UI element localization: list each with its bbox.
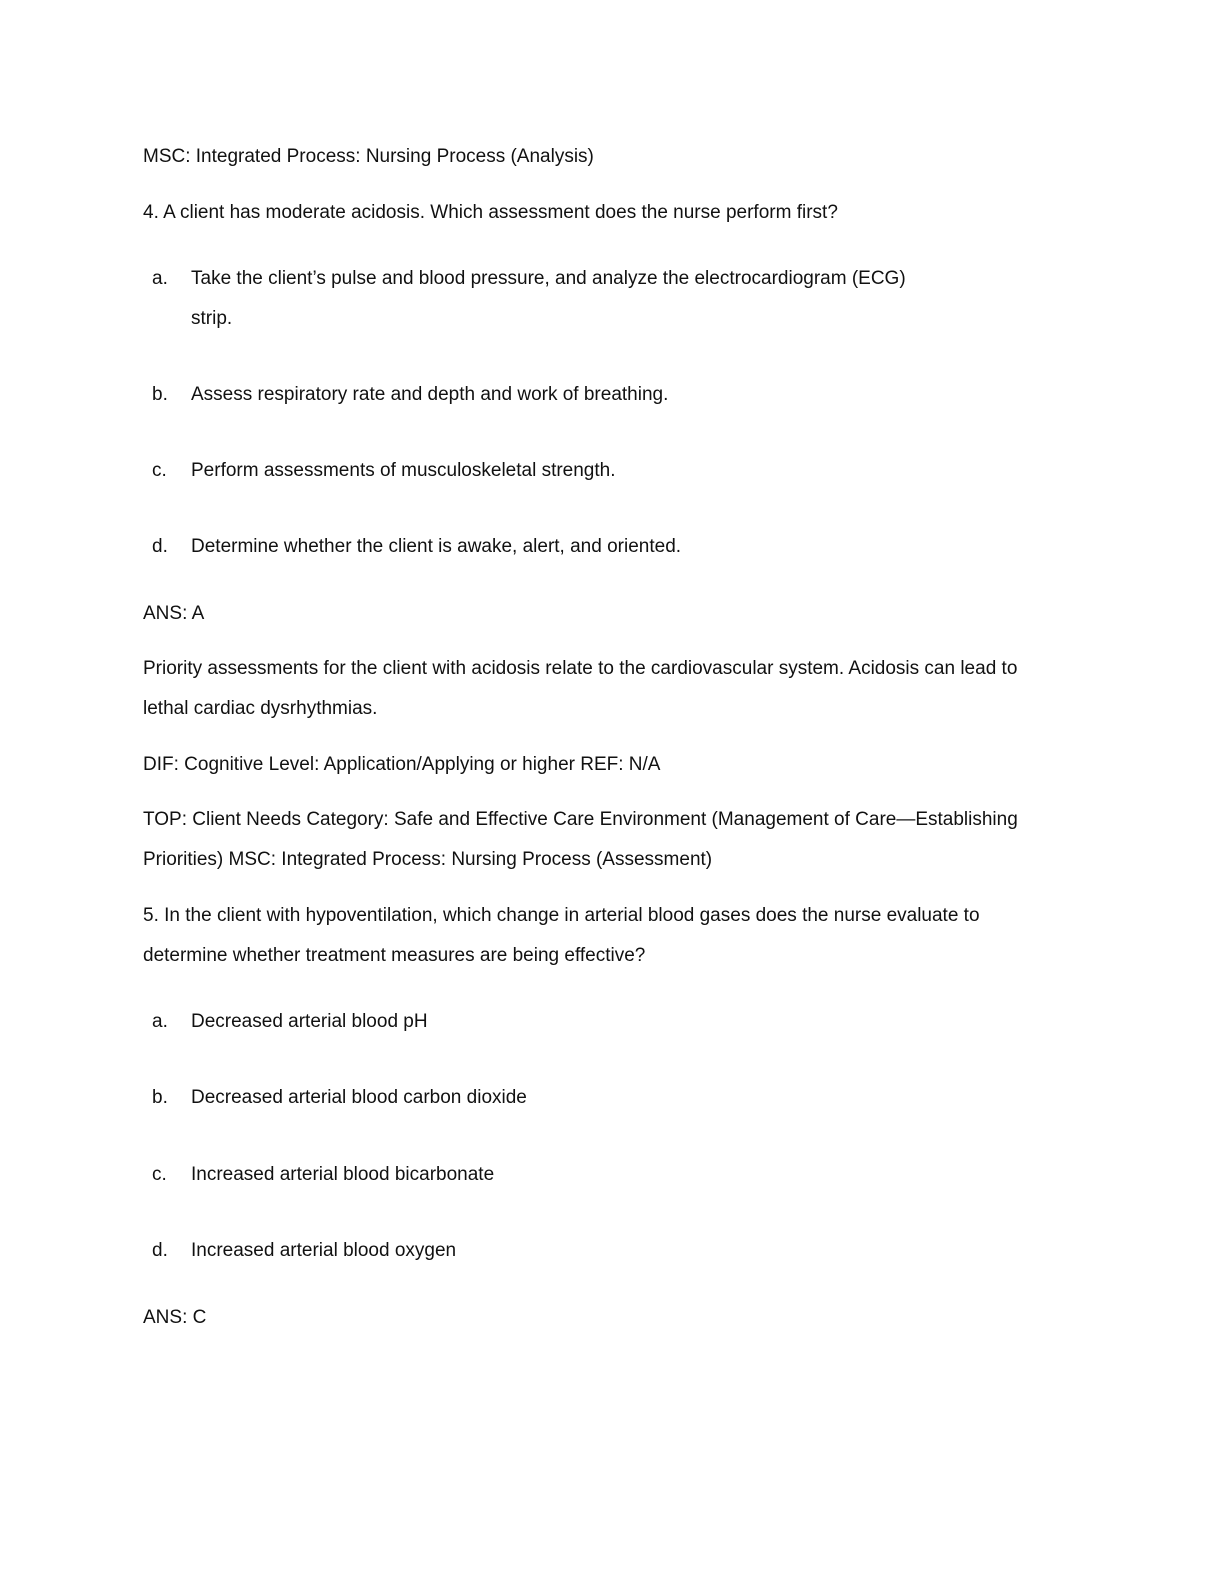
q4-option-b: [152, 375, 668, 415]
q4-top-line-2: Priorities) MSC: Integrated Process: Nursing Process (Assessment): [143, 849, 713, 870]
option-letter: d.: [152, 536, 168, 557]
option-letter: a.: [152, 268, 168, 289]
q5-option-a: [152, 1002, 428, 1042]
q4-option-c: [152, 451, 616, 491]
option-text: Decreased arterial blood pH: [191, 1011, 428, 1032]
option-letter: b.: [152, 384, 168, 405]
option-text: Take the client’s pulse and blood pressure, and analyze the electrocardiogram (ECG): [191, 268, 906, 289]
option-letter: a.: [152, 1011, 168, 1032]
q4-option-d: [152, 527, 681, 567]
option-text: Decreased arterial blood carbon dioxide: [191, 1087, 527, 1108]
option-letter: b.: [152, 1087, 168, 1108]
option-text: Determine whether the client is awake, alert, and oriented.: [191, 536, 682, 557]
question-5-line-1: 5. In the client with hypoventilation, which change in arterial blood gases does the nurse evaluate to: [143, 905, 980, 926]
q4-rationale-line-1: Priority assessments for the client with acidosis relate to the cardiovascular system. Acidosis can lead to: [143, 658, 1018, 679]
question-4: 4. A client has moderate acidosis. Which assessment does the nurse perform first?: [143, 202, 838, 223]
option-text: Increased arterial blood bicarbonate: [191, 1164, 495, 1185]
q4-rationale-line-2: lethal cardiac dysrhythmias.: [143, 698, 378, 719]
q4-top-line-1: TOP: Client Needs Category: Safe and Effective Care Environment (Management of Care—Establishing: [143, 809, 1018, 830]
option-letter: d.: [152, 1240, 168, 1261]
question-5-line-2: determine whether treatment measures are being effective?: [143, 945, 646, 966]
q4-answer: ANS: A: [143, 603, 205, 624]
q5-option-c: [152, 1155, 494, 1195]
q5-option-b: [152, 1078, 527, 1118]
option-text: Increased arterial blood oxygen: [191, 1240, 457, 1261]
option-text: Assess respiratory rate and depth and work of breathing.: [191, 384, 669, 405]
msc-line: MSC: Integrated Process: Nursing Process (Analysis): [143, 146, 594, 167]
q4-option-a: [152, 259, 906, 329]
option-text-continuation: strip.: [191, 308, 233, 329]
option-letter: c.: [152, 1164, 167, 1185]
q4-dif: DIF: Cognitive Level: Application/Applying or higher REF: N/A: [143, 754, 661, 775]
option-letter: c.: [152, 460, 167, 481]
q5-option-d: [152, 1231, 456, 1271]
q5-answer: ANS: C: [143, 1307, 207, 1328]
option-text: Perform assessments of musculoskeletal strength.: [191, 460, 616, 481]
